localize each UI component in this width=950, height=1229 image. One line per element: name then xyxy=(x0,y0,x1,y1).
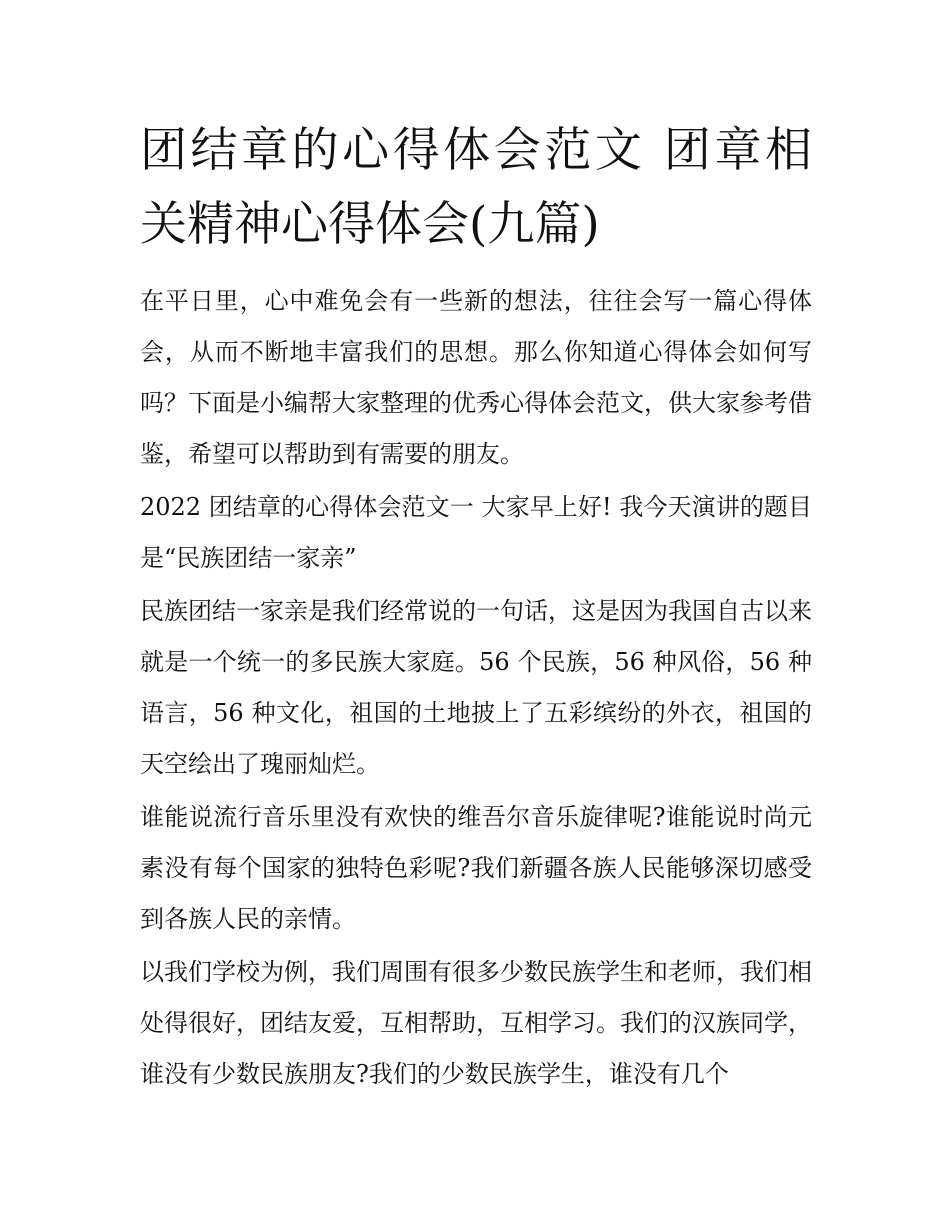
document-page xyxy=(140,114,812,1102)
document-title: 团结章的心得体会范文 团章相关精神心得体会(九篇) xyxy=(140,123,812,252)
paragraph-intro: 在平日里，心中难免会有一些新的想法，往往会写一篇心得体会，从而不断地丰富我们的思想。那么你知道心得体会如何写吗？下面是小编帮大家整理的优秀心得体会范文，供大家参考借鉴，希望可以帮助到有需要的朋友。 xyxy=(140,287,812,468)
paragraph-speech-opening: 2022 团结章的心得体会范文一 大家早上好! 我今天演讲的题目是“民族团结一家亲” xyxy=(140,493,812,572)
paragraph-school-example: 以我们学校为例，我们周围有很多少数民族学生和老师，我们相处得很好，团结友爱，互相帮助，互相学习。我们的汉族同学，谁没有少数民族朋友?我们的少数民族学生，谁没有几个 xyxy=(140,958,812,1088)
paragraph-ethnic-unity: 民族团结一家亲是我们经常说的一句话，这是因为我国自古以来就是一个统一的多民族大家庭。56 个民族，56 种风俗，56 种语言，56 种文化，祖国的土地披上了五彩缤纷的外衣，祖国的天空绘出了瑰丽灿烂。 xyxy=(140,597,812,778)
paragraph-music-fashion: 谁能说流行音乐里没有欢快的维吾尔音乐旋律呢?谁能说时尚元素没有每个国家的独特色彩呢?我们新疆各族人民能够深切感受到各族人民的亲情。 xyxy=(140,803,812,933)
